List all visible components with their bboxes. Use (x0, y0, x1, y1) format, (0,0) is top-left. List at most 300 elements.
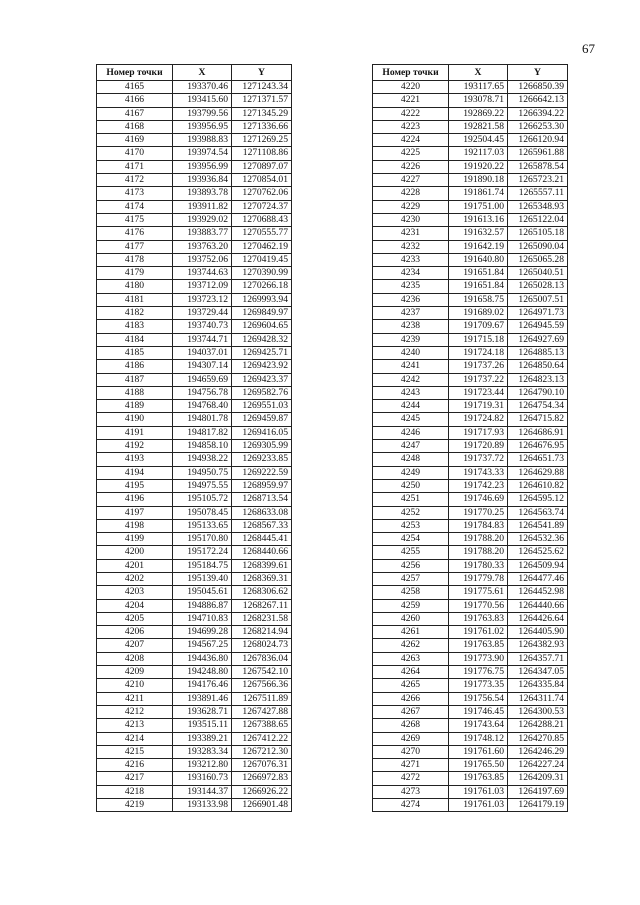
x-coordinate-cell: 193974.54 (173, 147, 232, 160)
table-row (97, 666, 292, 679)
table-row (97, 506, 292, 519)
point-number-cell: 4190 (97, 413, 173, 426)
y-coordinate-cell: 1264525.62 (508, 546, 568, 559)
x-coordinate-cell: 193415.60 (173, 94, 232, 107)
x-coordinate-cell: 191763.83 (449, 612, 508, 625)
table-row (373, 320, 568, 333)
point-number-cell: 4234 (373, 267, 449, 280)
table-row (97, 107, 292, 120)
x-coordinate-cell: 191788.20 (449, 533, 508, 546)
y-coordinate-cell: 1265348.93 (508, 200, 568, 213)
point-number-cell: 4180 (97, 280, 173, 293)
y-coordinate-cell: 1270390.99 (232, 267, 292, 280)
point-number-cell: 4170 (97, 147, 173, 160)
y-coordinate-cell: 1265040.51 (508, 267, 568, 280)
y-coordinate-cell: 1268306.62 (232, 586, 292, 599)
point-number-cell: 4257 (373, 572, 449, 585)
x-coordinate-cell: 191724.82 (449, 413, 508, 426)
table-row (373, 626, 568, 639)
point-number-cell: 4203 (97, 586, 173, 599)
x-coordinate-cell: 191770.56 (449, 599, 508, 612)
y-coordinate-cell: 1264288.21 (508, 719, 568, 732)
x-coordinate-cell: 195045.61 (173, 586, 232, 599)
table-row (97, 134, 292, 147)
table-row (373, 160, 568, 173)
x-coordinate-cell: 194950.75 (173, 466, 232, 479)
table-row (373, 612, 568, 625)
point-number-cell: 4206 (97, 626, 173, 639)
x-coordinate-cell: 193929.02 (173, 213, 232, 226)
point-number-cell: 4218 (97, 785, 173, 798)
x-coordinate-cell: 191743.33 (449, 466, 508, 479)
table-row (373, 240, 568, 253)
table-row (373, 267, 568, 280)
point-number-cell: 4173 (97, 187, 173, 200)
point-number-cell: 4199 (97, 533, 173, 546)
y-coordinate-cell: 1264357.71 (508, 652, 568, 665)
y-coordinate-cell: 1269428.32 (232, 333, 292, 346)
point-number-cell: 4220 (373, 81, 449, 94)
point-number-cell: 4215 (97, 745, 173, 758)
point-number-cell: 4202 (97, 572, 173, 585)
y-coordinate-cell: 1268959.97 (232, 479, 292, 492)
point-number-cell: 4254 (373, 533, 449, 546)
point-number-cell: 4261 (373, 626, 449, 639)
point-number-cell: 4181 (97, 293, 173, 306)
y-coordinate-cell: 1264790.10 (508, 386, 568, 399)
table-row (97, 227, 292, 240)
y-coordinate-cell: 1264197.69 (508, 785, 568, 798)
x-coordinate-cell: 194436.80 (173, 652, 232, 665)
table-row (97, 360, 292, 373)
y-coordinate-cell: 1269993.94 (232, 293, 292, 306)
point-number-cell: 4247 (373, 440, 449, 453)
table-row (97, 799, 292, 812)
point-number-cell: 4241 (373, 360, 449, 373)
header-y: Y (508, 65, 568, 81)
y-coordinate-cell: 1265878.54 (508, 160, 568, 173)
point-number-cell: 4268 (373, 719, 449, 732)
x-coordinate-cell: 191890.18 (449, 174, 508, 187)
table-row (373, 253, 568, 266)
x-coordinate-cell: 193283.34 (173, 745, 232, 758)
x-coordinate-cell: 194567.25 (173, 639, 232, 652)
point-number-cell: 4204 (97, 599, 173, 612)
y-coordinate-cell: 1267412.22 (232, 732, 292, 745)
table-row (97, 639, 292, 652)
x-coordinate-cell: 193883.77 (173, 227, 232, 240)
point-number-cell: 4213 (97, 719, 173, 732)
y-coordinate-cell: 1269551.03 (232, 400, 292, 413)
point-number-cell: 4238 (373, 320, 449, 333)
x-coordinate-cell: 194886.87 (173, 599, 232, 612)
table-row (373, 440, 568, 453)
x-coordinate-cell: 191737.72 (449, 453, 508, 466)
y-coordinate-cell: 1270762.06 (232, 187, 292, 200)
point-number-cell: 4176 (97, 227, 173, 240)
point-number-cell: 4205 (97, 612, 173, 625)
x-coordinate-cell: 191763.85 (449, 772, 508, 785)
table-row (97, 759, 292, 772)
table-row (97, 493, 292, 506)
y-coordinate-cell: 1269425.71 (232, 346, 292, 359)
y-coordinate-cell: 1268369.31 (232, 572, 292, 585)
y-coordinate-cell: 1269222.59 (232, 466, 292, 479)
y-coordinate-cell: 1270724.37 (232, 200, 292, 213)
x-coordinate-cell: 191723.44 (449, 386, 508, 399)
point-number-cell: 4245 (373, 413, 449, 426)
point-number-cell: 4194 (97, 466, 173, 479)
point-number-cell: 4165 (97, 81, 173, 94)
x-coordinate-cell: 195184.75 (173, 559, 232, 572)
y-coordinate-cell: 1270854.01 (232, 174, 292, 187)
table-row (373, 785, 568, 798)
point-number-cell: 4174 (97, 200, 173, 213)
table-row (373, 533, 568, 546)
y-coordinate-cell: 1266901.48 (232, 799, 292, 812)
table-row (373, 506, 568, 519)
x-coordinate-cell: 191689.02 (449, 307, 508, 320)
table-row (97, 719, 292, 732)
y-coordinate-cell: 1270897.07 (232, 160, 292, 173)
point-number-cell: 4207 (97, 639, 173, 652)
point-number-cell: 4250 (373, 479, 449, 492)
point-number-cell: 4182 (97, 307, 173, 320)
y-coordinate-cell: 1264541.89 (508, 519, 568, 532)
table-row (373, 799, 568, 812)
point-number-cell: 4222 (373, 107, 449, 120)
x-coordinate-cell: 191776.75 (449, 666, 508, 679)
y-coordinate-cell: 1264563.74 (508, 506, 568, 519)
point-number-cell: 4223 (373, 120, 449, 133)
point-number-cell: 4258 (373, 586, 449, 599)
table-row (97, 732, 292, 745)
y-coordinate-cell: 1269604.65 (232, 320, 292, 333)
y-coordinate-cell: 1264347.05 (508, 666, 568, 679)
table-row (373, 280, 568, 293)
x-coordinate-cell: 191775.61 (449, 586, 508, 599)
table-row (373, 120, 568, 133)
x-coordinate-cell: 191763.85 (449, 639, 508, 652)
point-number-cell: 4178 (97, 253, 173, 266)
y-coordinate-cell: 1265105.18 (508, 227, 568, 240)
table-row (97, 160, 292, 173)
y-coordinate-cell: 1264426.64 (508, 612, 568, 625)
x-coordinate-cell: 194699.28 (173, 626, 232, 639)
table-row (373, 772, 568, 785)
x-coordinate-cell: 191632.57 (449, 227, 508, 240)
x-coordinate-cell: 193628.71 (173, 705, 232, 718)
x-coordinate-cell: 191651.84 (449, 267, 508, 280)
x-coordinate-cell: 193956.95 (173, 120, 232, 133)
x-coordinate-cell: 191742.23 (449, 479, 508, 492)
y-coordinate-cell: 1264971.73 (508, 307, 568, 320)
table-row (97, 240, 292, 253)
point-number-cell: 4242 (373, 373, 449, 386)
y-coordinate-cell: 1271108.86 (232, 147, 292, 160)
table-row (97, 785, 292, 798)
x-coordinate-cell: 191743.64 (449, 719, 508, 732)
y-coordinate-cell: 1264311.74 (508, 692, 568, 705)
table-row (373, 426, 568, 439)
x-coordinate-cell: 191765.50 (449, 759, 508, 772)
point-number-cell: 4244 (373, 400, 449, 413)
table-row (97, 333, 292, 346)
table-row (97, 626, 292, 639)
table-header-row (97, 65, 292, 81)
table-row (97, 373, 292, 386)
point-number-cell: 4263 (373, 652, 449, 665)
x-coordinate-cell: 193212.80 (173, 759, 232, 772)
y-coordinate-cell: 1264405.90 (508, 626, 568, 639)
point-number-cell: 4231 (373, 227, 449, 240)
x-coordinate-cell: 191751.00 (449, 200, 508, 213)
header-point-number: Номер точки (97, 65, 173, 81)
table-row (97, 652, 292, 665)
table-row (97, 400, 292, 413)
y-coordinate-cell: 1264715.82 (508, 413, 568, 426)
x-coordinate-cell: 193729.44 (173, 307, 232, 320)
x-coordinate-cell: 191770.25 (449, 506, 508, 519)
x-coordinate-cell: 194817.82 (173, 426, 232, 439)
table-row (373, 373, 568, 386)
y-coordinate-cell: 1264246.29 (508, 745, 568, 758)
y-coordinate-cell: 1269233.85 (232, 453, 292, 466)
point-number-cell: 4200 (97, 546, 173, 559)
x-coordinate-cell: 191920.22 (449, 160, 508, 173)
x-coordinate-cell: 193078.71 (449, 94, 508, 107)
table-row (97, 519, 292, 532)
x-coordinate-cell: 191861.74 (449, 187, 508, 200)
y-coordinate-cell: 1271371.57 (232, 94, 292, 107)
point-number-cell: 4269 (373, 732, 449, 745)
y-coordinate-cell: 1264945.59 (508, 320, 568, 333)
point-number-cell: 4169 (97, 134, 173, 147)
y-coordinate-cell: 1268214.94 (232, 626, 292, 639)
y-coordinate-cell: 1267427.88 (232, 705, 292, 718)
table-row (97, 745, 292, 758)
point-number-cell: 4209 (97, 666, 173, 679)
table-row (373, 599, 568, 612)
table-row (373, 227, 568, 240)
point-number-cell: 4237 (373, 307, 449, 320)
x-coordinate-cell: 193117.65 (449, 81, 508, 94)
x-coordinate-cell: 193956.99 (173, 160, 232, 173)
x-coordinate-cell: 191719.31 (449, 400, 508, 413)
y-coordinate-cell: 1264651.73 (508, 453, 568, 466)
point-number-cell: 4271 (373, 759, 449, 772)
table-row (97, 705, 292, 718)
x-coordinate-cell: 193911.82 (173, 200, 232, 213)
table-row (373, 692, 568, 705)
y-coordinate-cell: 1268024.73 (232, 639, 292, 652)
y-coordinate-cell: 1264452.98 (508, 586, 568, 599)
table-row (373, 639, 568, 652)
x-coordinate-cell: 191761.60 (449, 745, 508, 758)
point-number-cell: 4255 (373, 546, 449, 559)
point-number-cell: 4274 (373, 799, 449, 812)
y-coordinate-cell: 1268567.33 (232, 519, 292, 532)
table-row (373, 147, 568, 160)
table-row (373, 213, 568, 226)
header-point-number: Номер точки (373, 65, 449, 81)
table-row (97, 572, 292, 585)
y-coordinate-cell: 1264270.85 (508, 732, 568, 745)
point-number-cell: 4201 (97, 559, 173, 572)
y-coordinate-cell: 1269849.97 (232, 307, 292, 320)
point-number-cell: 4197 (97, 506, 173, 519)
x-coordinate-cell: 193893.78 (173, 187, 232, 200)
header-x: X (173, 65, 232, 81)
x-coordinate-cell: 191720.89 (449, 440, 508, 453)
y-coordinate-cell: 1269582.76 (232, 386, 292, 399)
x-coordinate-cell: 191613.16 (449, 213, 508, 226)
point-number-cell: 4230 (373, 213, 449, 226)
table-row (97, 546, 292, 559)
x-coordinate-cell: 195078.45 (173, 506, 232, 519)
x-coordinate-cell: 191761.02 (449, 626, 508, 639)
y-coordinate-cell: 1271243.34 (232, 81, 292, 94)
y-coordinate-cell: 1269416.05 (232, 426, 292, 439)
table-row (97, 280, 292, 293)
y-coordinate-cell: 1264754.34 (508, 400, 568, 413)
table-row (373, 493, 568, 506)
table-row (97, 147, 292, 160)
point-number-cell: 4185 (97, 346, 173, 359)
table-row (373, 453, 568, 466)
x-coordinate-cell: 194659.69 (173, 373, 232, 386)
x-coordinate-cell: 193133.98 (173, 799, 232, 812)
x-coordinate-cell: 191724.18 (449, 346, 508, 359)
x-coordinate-cell: 193799.56 (173, 107, 232, 120)
point-number-cell: 4240 (373, 346, 449, 359)
y-coordinate-cell: 1264629.88 (508, 466, 568, 479)
x-coordinate-cell: 193723.12 (173, 293, 232, 306)
x-coordinate-cell: 195139.40 (173, 572, 232, 585)
y-coordinate-cell: 1264227.24 (508, 759, 568, 772)
point-number-cell: 4166 (97, 94, 173, 107)
y-coordinate-cell: 1268445.41 (232, 533, 292, 546)
y-coordinate-cell: 1269459.87 (232, 413, 292, 426)
table-row (373, 666, 568, 679)
point-number-cell: 4171 (97, 160, 173, 173)
point-number-cell: 4256 (373, 559, 449, 572)
table-row (97, 120, 292, 133)
x-coordinate-cell: 193744.63 (173, 267, 232, 280)
table-row (373, 360, 568, 373)
point-number-cell: 4226 (373, 160, 449, 173)
x-coordinate-cell: 194248.80 (173, 666, 232, 679)
table-row (373, 187, 568, 200)
table-row (373, 400, 568, 413)
x-coordinate-cell: 194768.40 (173, 400, 232, 413)
x-coordinate-cell: 194938.22 (173, 453, 232, 466)
y-coordinate-cell: 1271336.66 (232, 120, 292, 133)
point-number-cell: 4227 (373, 174, 449, 187)
table-row (97, 772, 292, 785)
point-number-cell: 4264 (373, 666, 449, 679)
x-coordinate-cell: 191640.80 (449, 253, 508, 266)
point-number-cell: 4248 (373, 453, 449, 466)
y-coordinate-cell: 1264382.93 (508, 639, 568, 652)
point-number-cell: 4175 (97, 213, 173, 226)
y-coordinate-cell: 1265007.51 (508, 293, 568, 306)
point-number-cell: 4198 (97, 519, 173, 532)
y-coordinate-cell: 1270462.19 (232, 240, 292, 253)
y-coordinate-cell: 1270266.18 (232, 280, 292, 293)
point-number-cell: 4259 (373, 599, 449, 612)
x-coordinate-cell: 191779.78 (449, 572, 508, 585)
table-row (97, 187, 292, 200)
y-coordinate-cell: 1271345.29 (232, 107, 292, 120)
point-number-cell: 4191 (97, 426, 173, 439)
table-row (97, 426, 292, 439)
y-coordinate-cell: 1269423.92 (232, 360, 292, 373)
point-number-cell: 4221 (373, 94, 449, 107)
y-coordinate-cell: 1265090.04 (508, 240, 568, 253)
y-coordinate-cell: 1270419.45 (232, 253, 292, 266)
point-number-cell: 4186 (97, 360, 173, 373)
table-row (97, 466, 292, 479)
y-coordinate-cell: 1264440.66 (508, 599, 568, 612)
y-coordinate-cell: 1267076.31 (232, 759, 292, 772)
point-number-cell: 4235 (373, 280, 449, 293)
coordinates-table-right (372, 64, 568, 812)
x-coordinate-cell: 191773.35 (449, 679, 508, 692)
x-coordinate-cell: 191651.84 (449, 280, 508, 293)
point-number-cell: 4262 (373, 639, 449, 652)
y-coordinate-cell: 1265028.13 (508, 280, 568, 293)
point-number-cell: 4232 (373, 240, 449, 253)
point-number-cell: 4228 (373, 187, 449, 200)
x-coordinate-cell: 191784.83 (449, 519, 508, 532)
table-row (373, 200, 568, 213)
point-number-cell: 4224 (373, 134, 449, 147)
x-coordinate-cell: 191756.54 (449, 692, 508, 705)
x-coordinate-cell: 193752.06 (173, 253, 232, 266)
table-row (97, 267, 292, 280)
y-coordinate-cell: 1267388.65 (232, 719, 292, 732)
point-number-cell: 4210 (97, 679, 173, 692)
x-coordinate-cell: 191737.22 (449, 373, 508, 386)
y-coordinate-cell: 1270688.43 (232, 213, 292, 226)
y-coordinate-cell: 1268267.11 (232, 599, 292, 612)
x-coordinate-cell: 191761.03 (449, 785, 508, 798)
x-coordinate-cell: 193988.83 (173, 134, 232, 147)
y-coordinate-cell: 1264300.53 (508, 705, 568, 718)
table-row (97, 599, 292, 612)
y-coordinate-cell: 1268440.66 (232, 546, 292, 559)
table-header-row (373, 65, 568, 81)
table-row (373, 745, 568, 758)
y-coordinate-cell: 1264885.13 (508, 346, 568, 359)
table-row (373, 293, 568, 306)
x-coordinate-cell: 193515.11 (173, 719, 232, 732)
y-coordinate-cell: 1266120.94 (508, 134, 568, 147)
y-coordinate-cell: 1269305.99 (232, 440, 292, 453)
point-number-cell: 4246 (373, 426, 449, 439)
y-coordinate-cell: 1264850.64 (508, 360, 568, 373)
x-coordinate-cell: 191642.19 (449, 240, 508, 253)
x-coordinate-cell: 195105.72 (173, 493, 232, 506)
point-number-cell: 4216 (97, 759, 173, 772)
page-number: 67 (582, 41, 595, 56)
point-number-cell: 4212 (97, 705, 173, 718)
table-row (97, 94, 292, 107)
table-row (373, 759, 568, 772)
point-number-cell: 4243 (373, 386, 449, 399)
y-coordinate-cell: 1264335.84 (508, 679, 568, 692)
